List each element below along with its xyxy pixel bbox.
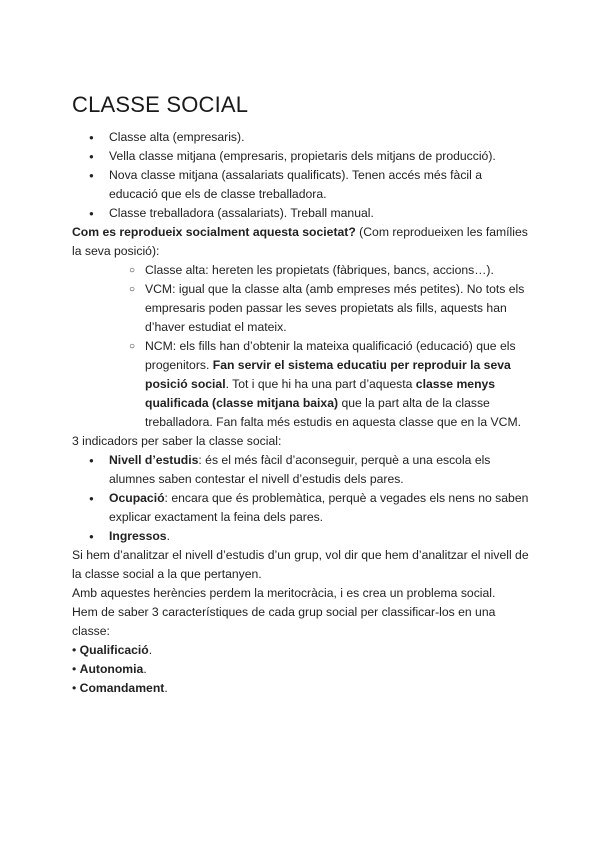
list-item-ocupacio: ● Ocupació: encara que és problemàtica, perquè a vegades els nens no saben explicar exactament la feina dels pares. [109, 489, 532, 527]
list-item: ● Classe treballadora (assalariats). Treball manual. [109, 204, 532, 223]
list-item: • Comandament. [72, 681, 168, 695]
list-item: ● Classe alta (empresaris). [109, 128, 532, 147]
question-rest: (Com reprodueixen les famílies la seva posició): [72, 225, 528, 258]
ncm-bold-2: classe menys qualificada (classe mitjana baixa) [145, 377, 496, 410]
list-item-ingressos: ● Ingressos. [109, 527, 532, 546]
list-item: • Autonomia. [72, 662, 147, 676]
indicators-list [72, 451, 532, 546]
document-body [72, 128, 532, 698]
list-item: ● Nova classe mitjana (assalariats qualificats). Tenen accés més fàcil a educació que els de classe treballadora. [109, 166, 532, 204]
list-item-alta: ○ Classe alta: hereten les propietats (fàbriques, bancs, accions…). [145, 261, 532, 280]
list-item: ● Vella classe mitjana (empresaris, propietaris dels mitjans de producció). [109, 147, 532, 166]
paragraph-1: Si hem d’analitzar el nivell d’estudis d’un grup, vol dir que hem d’analitzar el nivell de la classe social a la que pertanyen. [72, 548, 529, 581]
list-item-vcm: ○ VCM: igual que la classe alta (amb empreses més petites). No tots els empresaris poden passar les seves propietats als fills, aquests han d’haver estudiat el mateix. [145, 280, 532, 337]
reproduction-question [72, 223, 532, 261]
social-classes-list [72, 128, 532, 223]
list-item-nivell: ● Nivell d’estudis: és el més fàcil d’aconseguir, perquè a una escola els alumnes saben contestar el nivell d’estudis dels pares. [109, 451, 532, 489]
list-item: • Qualificació. [72, 643, 153, 657]
question-bold: Com es reprodueix socialment aquesta societat? [72, 225, 356, 239]
ncm-bold-1: Fan servir el sistema educatiu per reproduir la seva posició social [145, 358, 511, 391]
paragraph-3: Hem de saber 3 característiques de cada grup social per classificar-los en una classe: [72, 605, 496, 638]
list-item-ncm: ○ NCM: els fills han d’obtenir la mateixa qualificació (educació) que els progenitors. Fan servir el sistema educatiu per reproduir la seva posició social. Tot i que hi ha una part d’aquesta classe menys qualificada (classe mitjana baixa) que la part alta de la classe treballadora. Fan falta més estudis en aquesta classe que en la VCM. [145, 337, 532, 432]
reproduction-list [72, 261, 532, 432]
characteristics-list [72, 641, 532, 698]
paragraph-2: Amb aquestes herències perdem la meritocràcia, i es crea un problema social. [72, 586, 496, 600]
page-title: CLASSE SOCIAL [72, 92, 249, 117]
indicators-intro: 3 indicadors per saber la classe social: [72, 434, 282, 448]
